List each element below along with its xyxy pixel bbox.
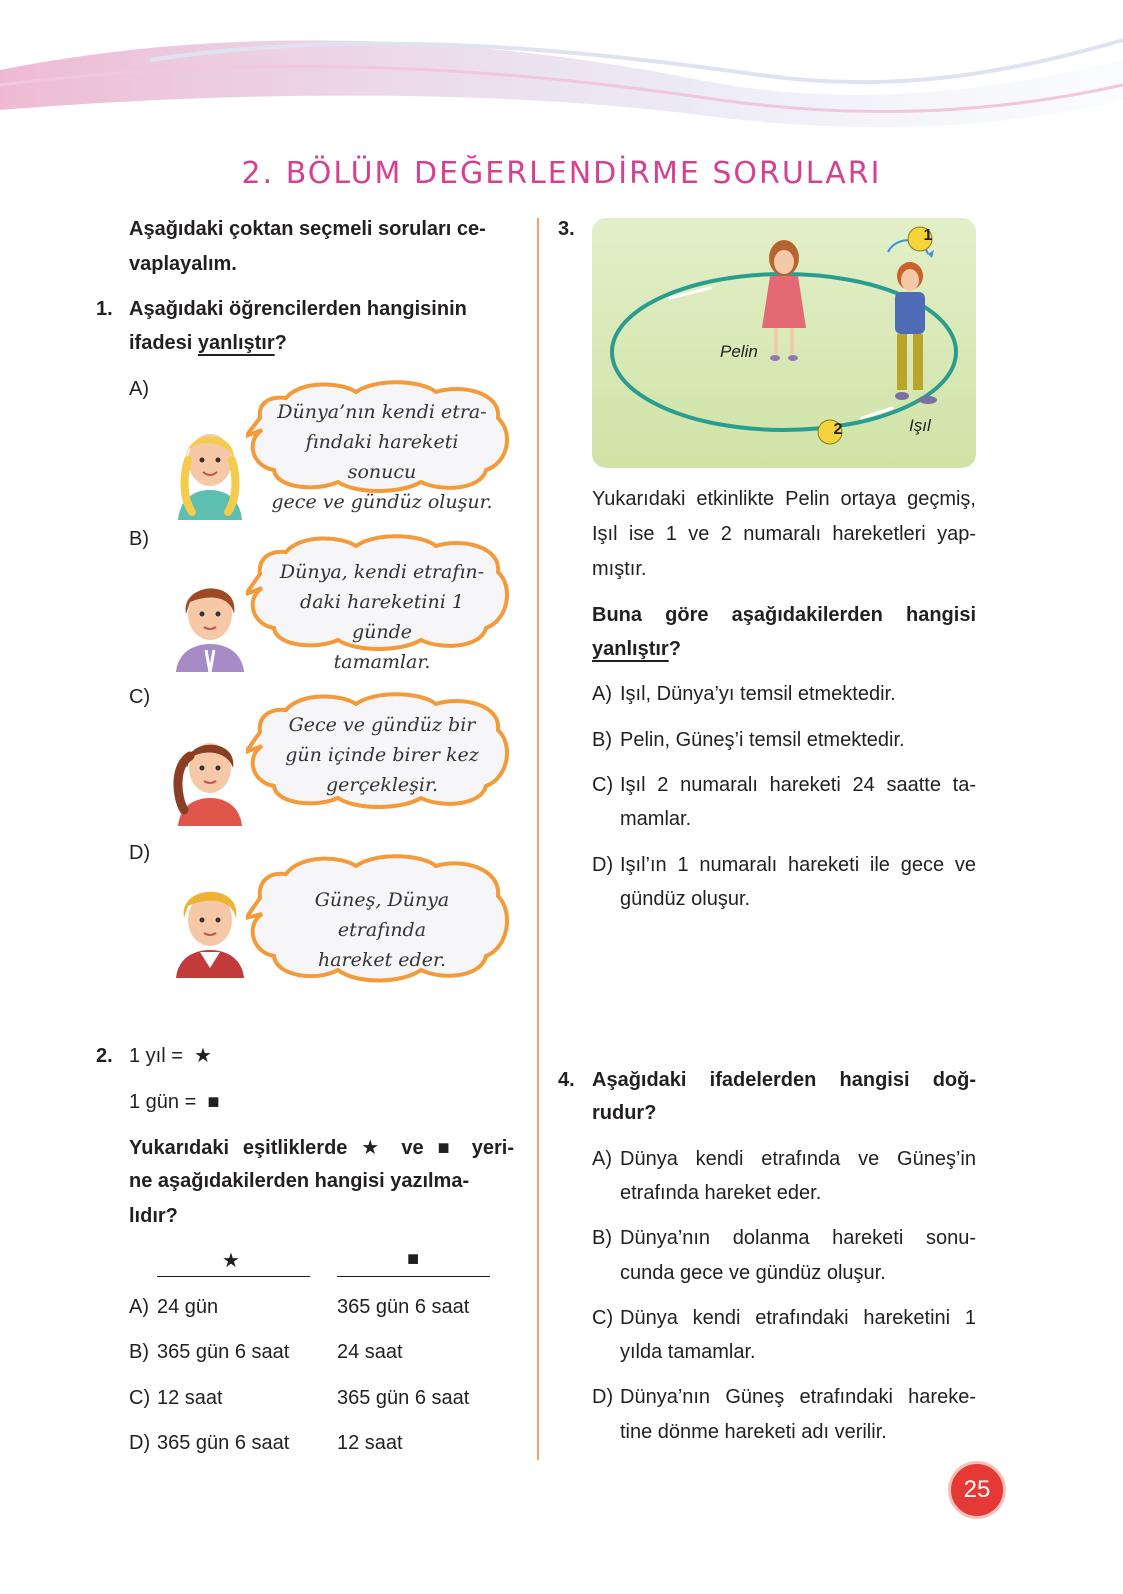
q3-question-line-1: Buna göre aşağıdakilerden hangisi [592,604,976,626]
q2-row-d-square: 12 saat [337,1432,403,1454]
star-icon: ★ [194,1045,212,1067]
q3-desc-line-1: Yukarıdaki etkinlikte Pelin ortaya geçmiş, [592,488,976,510]
q3-option-d-line-1: Işıl’ın 1 numaralı hareketi ile gece ve [620,854,976,876]
column-divider [537,218,539,1460]
q1-option-c-label: C) [129,686,151,708]
q3-option-c-line-2: mamlar. [620,808,692,830]
q2-row-b-label: B) [129,1341,149,1363]
q4-line-1: Aşağıdaki ifadelerden hangisi doğ- [592,1069,976,1091]
q3-option-d-label: D) [592,854,614,876]
q2-question-line-2: ne aşağıdakilerden hangisi yazılma- [129,1170,470,1192]
q1-line-2-pre: ifadesi [129,332,198,354]
q2-number: 2. [96,1045,113,1067]
q4-option-c-label: C) [592,1307,614,1329]
bubble-c-line-1: Gece ve gündüz bir [288,714,476,736]
q2-question-line-1 [129,1131,514,1166]
q1-option-b-label: B) [129,528,149,550]
page-title: 2. BÖLÜM DEĞERLENDİRME SORULARI [241,156,882,191]
q4-option-b-line-1: Dünya’nın dolanma hareketi sonu- [620,1227,976,1249]
girl-blonde-icon [170,420,250,520]
label-pelin: Pelin [720,342,758,361]
star-icon: ★ [361,1137,388,1159]
header-wave-banner [0,0,1123,150]
q2-row-a-square: 365 gün 6 saat [337,1296,470,1318]
column-star-icon: ★ [222,1250,240,1272]
q2-equation-2 [129,1085,220,1120]
girl-ponytail-icon [170,726,250,826]
q2-row-d-star: 365 gün 6 saat [157,1432,290,1454]
q3-option-b-label: B) [592,729,612,751]
motion-marker-2: 2 [833,421,843,438]
q2-row-d-label: D) [129,1432,151,1454]
bubble-d-text [270,885,494,975]
q3-option-c-label: C) [592,774,614,796]
q4-option-d-line-1: Dünya’nın Güneş etrafındaki hareke- [620,1386,976,1408]
q4-option-d-line-2: tine dönme hareketi adı verilir. [620,1421,887,1443]
bubble-b-text [270,557,494,677]
q1-underlined-word: yanlıştır [197,332,275,354]
q2-eq2-text: 1 gün = [129,1091,197,1113]
q2-row-b-square: 24 saat [337,1341,403,1363]
q3-option-b-text: Pelin, Güneş’i temsil etmektedir. [620,729,905,751]
motion-marker-1: 1 [923,227,933,244]
q3-question-mark: ? [668,638,681,660]
column-square-rule [337,1276,490,1277]
bubble-b-line-1: Dünya, kendi etrafın- [279,561,485,583]
q2-eq1-text: 1 yıl = [129,1045,183,1067]
q1-line-1: Aşağıdaki öğrencilerden hangisinin [129,298,467,320]
q3-option-c-line-1: Işıl 2 numaralı hareketi 24 saatte ta- [620,774,976,796]
q4-option-a-label: A) [592,1148,612,1170]
bubble-c-text [270,710,494,800]
q1-option-a-label: A) [129,378,149,400]
square-icon: ■ [437,1137,458,1159]
q4-option-c-line-1: Dünya kendi etrafındaki hareketini 1 [620,1307,976,1329]
bubble-b-line-3: tamamlar. [333,651,431,673]
bubble-c-line-3: gerçekleşir. [325,774,439,796]
column-star-rule [157,1276,310,1277]
bubble-d-line-1: Güneş, Dünya etrafında [314,889,450,941]
q2-row-c-square: 365 gün 6 saat [337,1387,470,1409]
q2-equation-1 [129,1039,212,1074]
q3-underlined-word: yanlıştır [592,638,669,660]
q3-option-a-text: Işıl, Dünya’yı temsil etmektedir. [620,683,896,705]
bubble-a-line-2: fındaki hareketi sonucu [305,431,459,483]
bubble-a-text [270,397,494,517]
intro-line-2: vaplayalım. [129,253,237,275]
q3-desc-line-2: Işıl ise 1 ve 2 numaralı hareketleri yap- [592,523,976,545]
q4-number: 4. [558,1069,575,1091]
q2-q-text-end: yeri- [471,1137,514,1159]
q2-row-a-label: A) [129,1296,149,1318]
q4-line-2: rudur? [592,1102,657,1124]
q2-row-b-star: 365 gün 6 saat [157,1341,290,1363]
boy-brown-hair-icon [170,572,250,672]
boy-blonde-icon [170,878,250,978]
q4-option-c-line-2: yılda tamamlar. [620,1341,756,1363]
bubble-d-line-2: hareket eder. [317,949,446,971]
q2-row-c-label: C) [129,1387,151,1409]
q1-number: 1. [96,298,113,320]
q4-option-b-line-2: cunda gece ve gündüz oluşur. [620,1262,886,1284]
q3-option-a-label: A) [592,683,612,705]
q2-row-a-star: 24 gün [157,1296,219,1318]
bubble-c-line-2: gün içinde birer kez [285,744,479,766]
label-isil: Işıl [909,416,931,435]
q4-option-a-line-2: etrafında hareket eder. [620,1182,822,1204]
q3-desc-line-3: mıştır. [592,558,647,580]
page-number-badge: 25 [948,1461,1006,1519]
q4-option-a-line-1: Dünya kendi etrafında ve Güneş’in [620,1148,976,1170]
column-square-icon: ■ [407,1248,420,1270]
q2-q-text-ve: ve [401,1137,424,1159]
q1-option-d-label: D) [129,842,151,864]
bubble-b-line-2: daki hareketini 1 günde [300,591,464,643]
q4-option-d-label: D) [592,1386,614,1408]
q2-question-line-3: lıdır? [129,1205,178,1227]
q3-option-d-line-2: gündüz oluşur. [620,888,751,910]
square-icon: ■ [207,1091,220,1113]
q1-line-2 [129,326,287,361]
q3-number: 3. [558,218,575,240]
bubble-a-line-3: gece ve gündüz oluşur. [271,491,493,513]
q2-q-text-a: Yukarıdaki eşitliklerde [129,1137,348,1159]
q1-line-2-post: ? [274,332,287,354]
q2-row-c-star: 12 saat [157,1387,223,1409]
q3-question-line-2 [592,632,681,667]
intro-line-1: Aşağıdaki çoktan seçmeli soruları ce- [129,218,486,240]
q4-option-b-label: B) [592,1227,612,1249]
bubble-a-line-1: Dünya’nın kendi etra- [277,401,487,423]
